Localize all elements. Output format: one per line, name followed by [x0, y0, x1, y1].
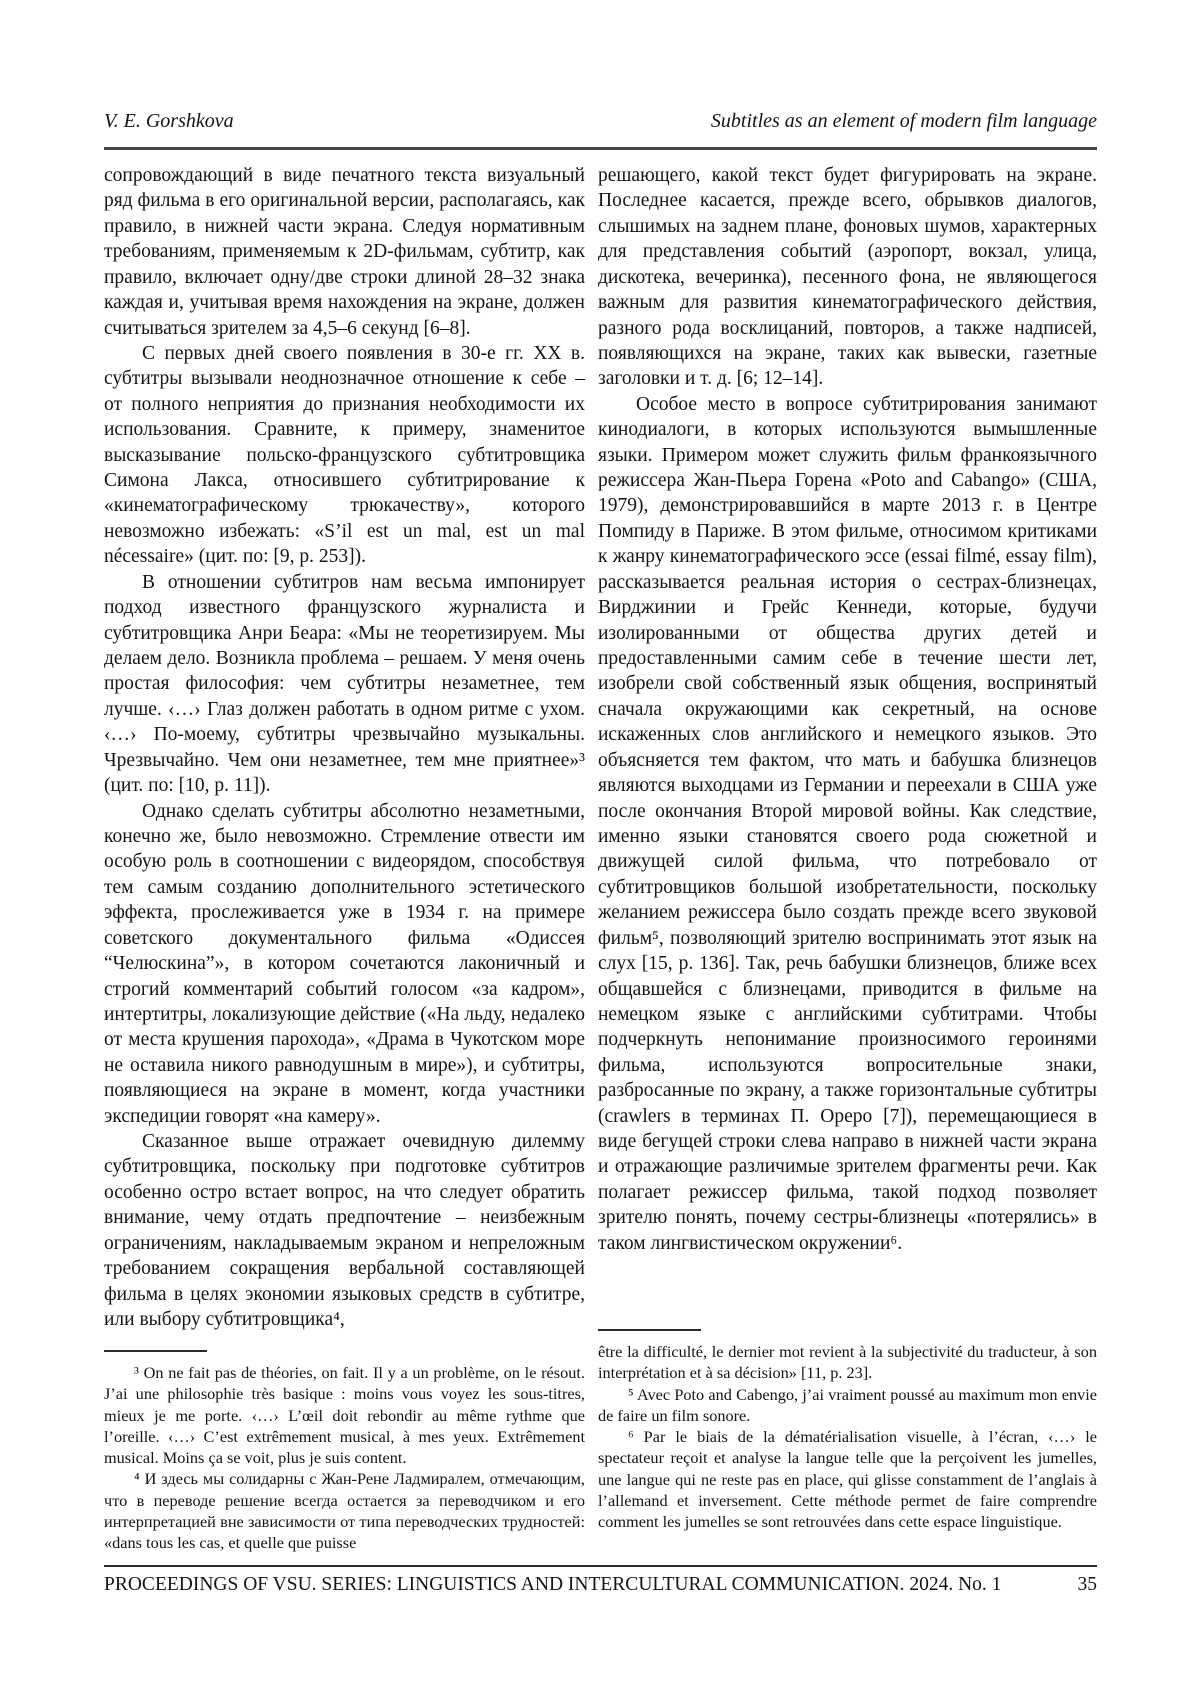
journal-line: PROCEEDINGS OF VSU. SERIES: LINGUISTICS AND INTERCULTURAL COMMUNICATION. 2024. No. 1: [104, 1574, 1002, 1595]
footer-rule: [104, 1565, 1097, 1567]
paragraph: решающего, какой текст будет фигурировать на экране. Последнее касается, прежде всего, обрывков диалогов, слышимых на заднем плане, фоновых шумов, характерных для представления событий (аэропорт, вокзал, улица, дискотека, вечеринка), песенного фона, не являющегося важным для развития кинематографического действия, разного рода восклицаний, повторов, а также надписей, появляющихся на экране, таких как вывески, газетные заголовки и т. д. [6; 12–14].: [598, 165, 1097, 390]
left-footnotes-text: [104, 1362, 585, 1554]
page-footer: [104, 1574, 1097, 1596]
footnote-separator-rule: [104, 1350, 207, 1352]
paragraph: Особое место в вопросе субтитрирования занимают кинодиалоги, в которых используются вымышленные языки. Примером может служить фильм франкоязычного режиссера Жан-Пьера Горена «Poto and Cabango» (США, 1979), демонстрировавшийся в марте 2013 г. в Центре Помпиду в Париже. В этом фильме, относимом критиками к жанру кинематографического эссе (essai filmé, essay film), рассказывается реальная история о сестрах-близнецах, Вирджинии и Грейс Кеннеди, которые, будучи изолированными от общества других детей и предоставленными самим себе в течение шести лет, изобрели свой собственный язык общения, воспринятый сначала окружающими как секретный, на основе искаженных слов английского и немецкого языков. Это объясняется тем фактом, что мать и бабушка близнецов являются выходцами из Германии и переехали в США уже после окончания Второй мировой войны. Как следствие, именно языки становятся своего рода сюжетной и движущей силой фильма, что потребовало от субтитровщиков большой изобретательности, поскольку желанием режиссера было создать прежде всего звуковой фильм⁵, позволяющий зрителю воспринимать этот язык на слух [15, p. 136]. Так, речь бабушки близнецов, ближе всех общавшейся с близнецами, приводится в фильме на немецком языке с английскими субтитрами. Чтобы подчеркнуть непонимание произносимого героинями фильма, используются вопросительные знаки, разбросанные по экрану, а также горизонтальные субтитры (crawlers в терминах П. Ореро [7]), перемещающиеся в виде бегущей строки слева направо в нижней части экрана и отражающие различимые зрителем фрагменты речи. Как полагает режиссер фильма, такой подход позволяет зрителю понять, почему сестры-близнецы «потерялись» в таком лингвистическом окружении⁶.: [598, 393, 1097, 1254]
footnote: ⁶ Par le biais de la dématérialisation visuelle, à l’écran, ‹…› le spectateur reçoit et analyse la langue telle que la perçoivent les jumelles, une langue qui ne reste pas en place, qui glisse constamment de l’anglais à l’allemand et inversement. Cette méthode permet de faire comprendre comment les jumelles se sont retrouvées dans cette espace linguistique.: [598, 1427, 1097, 1532]
paragraph: Сказанное выше отражает очевидную дилемму субтитровщика, поскольку при подготовке субтитров особенно остро встает вопрос, на что следует обратить внимание, чему отдать предпочтение – неизбежным ограничениям, накладываемым экраном и непреложным требованием сокращения вербальной составляющей фильма в целях экономии языковых средств в субтитре, или выбору субтитровщика⁴,: [104, 1131, 585, 1330]
right-footnotes-text: [598, 1341, 1097, 1533]
header-rule: [104, 147, 1097, 150]
footnote: ³ On ne fait pas de théories, on fait. Il y a un problème, on le résout. J’ai une philosophie très basique : moins vous voyez les sous-titres, mieux je me porte. ‹…› L’œil doit rebondir au même rythme que l’oreille. ‹…› C’est extrêmement musical, à mes yeux. Extrêmement musical. Moins ça se voit, plus je suis content.: [104, 1363, 585, 1468]
right-column: [598, 163, 1097, 1256]
paragraph: С первых дней своего появления в 30-е гг. XX в. субтитры вызывали неоднозначное отношение к себе – от полного неприятия до признания необходимости их использования. Сравните, к примеру, знаменитое высказывание польско-французского субтитровщика Симона Лакса, относившего субтитрирование к «кинематографическому трюкачеству», которого невозможно избежать: «S’il est un mal, est un mal nécessaire» (цит. по: [9, p. 253]).: [104, 342, 585, 568]
paragraph: сопровождающий в виде печатного текста визуальный ряд фильма в его оригинальной версии, располагаясь, как правило, в нижней части экрана. Следуя нормативным требованиям, применяемым к 2D-фильмам, субтитр, как правило, включает одну/две строки длиной 28–32 знака каждая и, учитывая время нахождения на экране, должен считываться зрителем за 4,5–6 секунд [6–8].: [104, 165, 585, 339]
footnote-separator-rule: [598, 1329, 701, 1331]
running-head: [104, 110, 1097, 133]
left-column: [104, 163, 585, 1332]
page-number: 35: [1077, 1574, 1097, 1595]
footnote: ⁵ Avec Poto and Cabengo, j’ai vraiment poussé au maximum mon envie de faire un film sonore.: [598, 1384, 1097, 1425]
right-footnotes: [598, 1329, 1097, 1533]
running-head-title: Subtitles as an element of modern film language: [710, 110, 1097, 132]
footnote: être la difficulté, le dernier mot revient à la subjectivité du traducteur, à son interprétation et à sa décision» [11, p. 23].: [598, 1342, 1097, 1383]
paragraph: Однако сделать субтитры абсолютно незаметными, конечно же, было невозможно. Стремление отвести им особую роль в соотношении с видеорядом, способствуя тем самым созданию дополнительного эстетического эффекта, прослеживается уже в 1934 г. на примере советского документального фильма «Одиссея “Челюскина”», в котором сочетаются лаконичный и строгий комментарий событий голосом «за кадром», интертитры, локализующие действие («На льду, недалеко от места крушения парохода», «Драма в Чукотском море не оставила никого равнодушным в мире»), и субтитры, появляющиеся на экране в момент, когда участники экспедиции говорят «на камеру».: [104, 800, 585, 1127]
footnote: ⁴ И здесь мы солидарны с Жан-Рене Ладмиралем, отмечающим, что в переводе решение всегда остается за переводчиком и его интерпретацией вне зависимости от типа переводческих трудностей: «dans tous les cas, et quelle que puisse: [104, 1469, 585, 1553]
left-footnotes: [104, 1350, 585, 1554]
paragraph: В отношении субтитров нам весьма импонирует подход известного французского журналиста и субтитровщика Анри Беара: «Мы не теоретизируем. Мы делаем дело. Возникла проблема – решаем. У меня очень простая философия: чем субтитры незаметнее, тем лучше. ‹…› Глаз должен работать в одном ритме с ухом. ‹…› По-моему, субтитры чрезвычайно музыкальны. Чрезвычайно. Чем они незаметнее, тем мне приятнее»³ (цит. по: [10, p. 11]).: [104, 571, 585, 797]
running-head-author: V. E. Gorshkova: [104, 110, 234, 132]
